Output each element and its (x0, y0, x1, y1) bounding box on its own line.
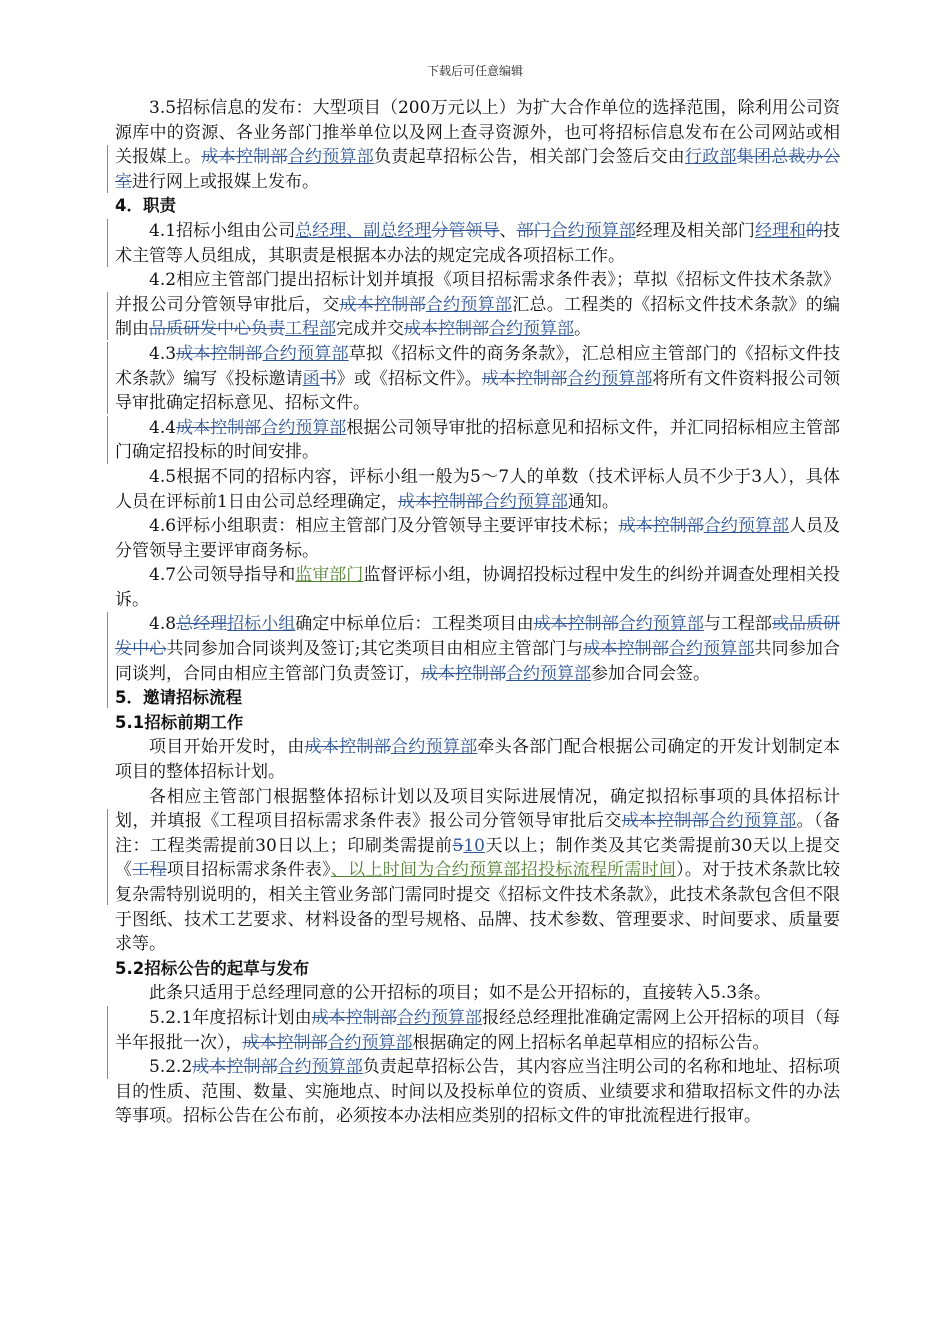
text: 、 (499, 220, 517, 241)
inserted-text: 工程部 (285, 319, 336, 340)
text: 牵头各部门配合根据公司确定的开发计划制定本项目的整体招标计划。 (115, 737, 841, 783)
deleted-text: 成本控制部 (176, 417, 262, 438)
inserted-text: 合约预算部 (425, 294, 513, 315)
paragraph-5-2-2 (115, 1055, 840, 1129)
deleted-text: 成本控制部 (421, 663, 506, 684)
deleted-text: 或品质研发中心 (115, 614, 841, 660)
paragraph-4-8 (115, 612, 840, 686)
text: 5.2.2 (149, 1057, 193, 1078)
deleted-text: 成本控制部 (192, 1057, 278, 1078)
revision-bar (107, 342, 108, 414)
text: 根据确定的网上招标名单起草相应的招标公告。 (412, 1032, 770, 1053)
text: 项目开始开发时，由 (149, 737, 305, 758)
paragraph-5-1-a (115, 735, 840, 784)
text: 汇总。工程类的《招标文件技术条款》的编制由 (115, 294, 841, 340)
inserted-text: 合约预算部 (262, 343, 349, 364)
inserted-text: 行政部 (684, 147, 737, 168)
deleted-text: 成本控制部 (242, 1032, 328, 1053)
deleted-text: 5 (452, 835, 464, 856)
text: 负责起草招标公告，其内容应当注明公司的名称和地址、招标项目的性质、范围、数量、实施地点、时间以及投标单位的资质、业绩要求和猎取招标文件的办法等事项。招标公告在公布前，必须按本办法相应类别的招标文件的审批流程进行报审。 (115, 1057, 841, 1127)
paragraph-5-1-b (115, 785, 840, 957)
deleted-text: 集团总裁办公室 (115, 147, 841, 192)
inserted-text: 合约预算部 (261, 417, 347, 438)
text: 进行网上或报媒上发布。 (132, 171, 319, 192)
text: 人员及分管领导主要评审商务标。 (115, 516, 841, 561)
inserted-text: 函 (302, 368, 320, 389)
text: 5.2.1年度招标计划由 (149, 1007, 312, 1028)
page-header: 下载后可任意编辑 (426, 64, 523, 78)
revision-bar (107, 612, 108, 708)
inserted-text: 10 (463, 835, 485, 856)
inserted-text: 合约预算部 (287, 147, 375, 168)
deleted-text: 成本控制部 (304, 737, 391, 758)
inserted-text: 、以上时间为合约预算部招投标流程所需时间 (330, 860, 677, 881)
revision-bar (107, 809, 108, 905)
deleted-text: 成本控制部 (201, 147, 288, 168)
inserted-text: 合约预算部 (703, 516, 789, 537)
deleted-text: 的 (806, 220, 824, 241)
revision-bar (107, 1055, 108, 1079)
paragraph-5-2-1 (115, 1006, 840, 1055)
inserted-text: 合约预算部 (506, 663, 591, 684)
text: ）。对于技术条款比较复杂需特别说明的，相关主管业务部门需同时提交《招标文件技术条款》，此技术条款包含但不限于图纸、技术工艺要求、材料设备的型号规格、品牌、技术参数、管理要求、时间要求、质量要求等。 (115, 860, 841, 955)
text: 监督评标小组，协调招投标过程中发生的纠纷并调查处理相关投诉。 (115, 565, 841, 610)
text: 3.5招标信息的发布：大型项目（200万元以上）为扩大合作单位的选择范围，除利用公司资源库中的资源、各业务部门推举单位以及网上查寻资源外，也可将招标信息发布在公司网站或相关报媒上。 (115, 98, 840, 168)
text: 4.3 (149, 343, 177, 364)
inserted-text: 合约预算部 (567, 368, 653, 389)
text: 4.8 (149, 614, 177, 635)
section-heading-5: 5．邀请招标流程 (115, 688, 242, 708)
text: 参加合同会签。 (591, 663, 710, 684)
inserted-text: 合约预算部 (550, 220, 636, 241)
section-heading-5-2: 5.2招标公告的起草与发布 (115, 958, 310, 978)
text: 4.6评标小组职责：相应主管部门及分管领导主要评审技术标； (149, 516, 619, 537)
paragraph-5-2: 此条只适用于总经理同意的公开招标的项目；如不是公开招标的，直接转入5.3条。 (149, 983, 772, 1004)
deleted-text: 成本控制部 (481, 368, 568, 389)
deleted-text: 工程 (132, 860, 167, 881)
text: 4.1招标小组由公司 (149, 220, 296, 241)
revision-bar (107, 416, 108, 464)
paragraph-4-7 (115, 563, 840, 612)
text: 负责起草招标公告，相关部门会签后交由 (374, 147, 685, 168)
deleted-text: 分管领导 (431, 220, 500, 241)
text: 》或《招标文件》。 (336, 368, 482, 389)
inserted-text: 合约预算部 (618, 614, 704, 635)
inserted-text: 合约预算部 (327, 1032, 413, 1053)
section-heading-4: 4．职责 (115, 196, 176, 216)
inserted-text: 合约预算部 (277, 1057, 363, 1078)
text: 根据公司领导审批的招标意见和招标文件，并汇同招标相应主管部门确定招投标的时间安排。 (115, 417, 841, 463)
inserted-text: 合约预算部 (709, 811, 797, 832)
text: 经理及相关部门 (635, 220, 755, 241)
deleted-text: 部门 (516, 220, 551, 241)
text: 4.5根据不同的招标内容，评标小组一般为5～7人的单数（技术评标人员不少于3人），具体人员在评标前1日由公司总经理确定， (115, 466, 840, 512)
text: 将所有文件资料报公司领导审批确定招标意见、招标文件。 (115, 368, 841, 414)
revision-bar (107, 219, 108, 267)
text: 天以上；制作类及其它类需提前30天以上提交《 (115, 835, 840, 881)
paragraph-4-1 (115, 219, 840, 268)
inserted-text: 合约预算部 (390, 737, 478, 758)
paragraph-4-5 (115, 465, 840, 514)
text: 4.4 (149, 417, 177, 438)
inserted-text: 经理和 (754, 220, 807, 241)
paragraph-4-2 (115, 268, 840, 342)
paragraph-4-6 (115, 514, 840, 563)
deleted-text: 成本控制部 (404, 319, 489, 340)
inserted-text: 合约预算部 (482, 491, 568, 512)
revision-bar (107, 145, 108, 193)
deleted-text: 品质研发中心负责 (149, 319, 285, 340)
section-heading-5-1: 5.1招标前期工作 (115, 712, 244, 732)
text: 。 (574, 319, 591, 340)
paragraph-4-4 (115, 416, 840, 465)
inserted-text: 合约预算部 (489, 319, 574, 340)
inserted-text: 监审部门 (295, 565, 364, 586)
deleted-text: 书 (319, 368, 337, 389)
inserted-text: 合约预算部 (396, 1007, 483, 1028)
deleted-text: 成本控制部 (583, 639, 669, 660)
deleted-text: 成本控制部 (618, 516, 704, 537)
revision-bar (107, 292, 108, 340)
text: 。（备注：工程类需提前30日以上；印刷类需提前 (115, 811, 841, 856)
text: 技术主管等人员组成，其职责是根据本办法的规定完成各项招标工作。 (115, 220, 841, 266)
deleted-text: 成本控制部 (339, 294, 426, 315)
deleted-text: 成本控制部 (621, 811, 710, 832)
deleted-text: 成本控制部 (397, 491, 483, 512)
text: 共同参加合同谈判，合同由相应主管部门负责签订， (115, 639, 841, 684)
inserted-text: 总经理、副总经理 (295, 220, 432, 241)
text: 报经总经理批准确定需网上公开招标的项目（每半年报批一次）， (115, 1007, 841, 1053)
deleted-text: 成本控制部 (533, 614, 619, 635)
inserted-text: 招标小组 (227, 614, 296, 635)
text: 各相应主管部门根据整体招标计划以及项目实际进展情况，确定拟招标事项的具体招标计划，并填报《工程项目招标需求条件表》报公司分管领导审批后交 (115, 786, 840, 832)
document-body (115, 96, 840, 1129)
text: 4.7公司领导指导和 (149, 565, 296, 586)
text: 确定中标单位后：工程类项目由 (295, 614, 534, 635)
text: 4.2相应主管部门提出招标计划并填报《项目招标需求条件表》；草拟《招标文件技术条款》并报公司分管领导审批后，交 (115, 270, 840, 315)
text: 共同参加合同谈判及签订;其它类项目由相应主管部门与 (166, 639, 584, 660)
text: 项目招标需求条件表》 (166, 860, 331, 881)
deleted-text: 成本控制部 (176, 343, 263, 364)
text: 草拟《招标文件的商务条款》，汇总相应主管部门的《招标文件技术条款》编写《投标邀请 (115, 343, 841, 389)
text: 完成并交 (336, 319, 404, 340)
deleted-text: 成本控制部 (311, 1007, 397, 1028)
paragraph-3-5 (115, 96, 840, 194)
inserted-text: 合约预算部 (668, 639, 755, 660)
text: 通知。 (567, 491, 619, 512)
deleted-text: 总经理 (176, 614, 228, 635)
text: 与工程部 (703, 614, 772, 635)
paragraph-4-3 (115, 342, 840, 416)
